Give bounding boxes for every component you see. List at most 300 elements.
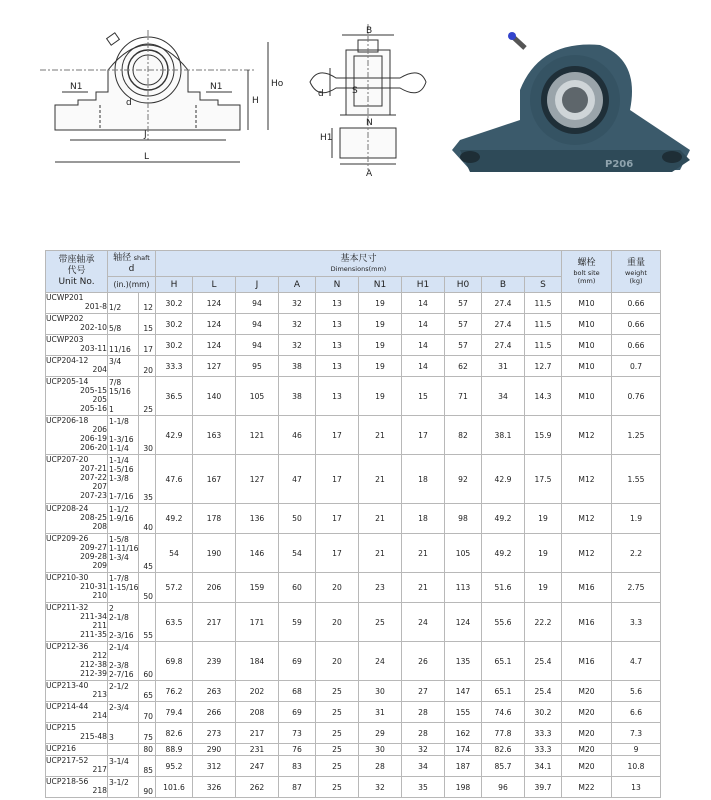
dim-b: 74.6	[482, 702, 525, 723]
unit-no: 217	[92, 765, 107, 775]
shaft-inch: 2-3/4	[109, 703, 129, 712]
table-row	[46, 416, 661, 455]
dim-n1: 21	[359, 504, 402, 534]
header-col-h0: H0	[445, 277, 482, 293]
weight-kg: 1.25	[612, 416, 661, 455]
dim-b: 27.4	[482, 335, 525, 356]
shaft-cell	[108, 642, 156, 681]
spec-table-body	[46, 293, 661, 798]
unit-no: 212	[92, 651, 107, 661]
dim-h: 76.2	[156, 681, 193, 702]
dim-h1: 17	[402, 416, 445, 455]
dim-h1: 14	[402, 293, 445, 314]
header-unit-no: 带座轴承 代号 Unit No.	[46, 251, 108, 293]
unit-no-cell	[46, 702, 108, 723]
shaft-inch	[109, 712, 137, 721]
dim-n: 17	[316, 455, 359, 504]
dim-h: 57.2	[156, 573, 193, 603]
shaft-mm: 65	[143, 691, 153, 700]
unit-no-cell	[46, 744, 108, 756]
dim-s: 11.5	[525, 335, 562, 356]
dim-h: 101.6	[156, 777, 193, 798]
dim-l: 124	[193, 314, 236, 335]
unit-no: UCP218-56	[46, 777, 89, 786]
dim-h1: 35	[402, 777, 445, 798]
dim-a: 47	[279, 455, 316, 504]
dim-b: 51.6	[482, 573, 525, 603]
shaft-inch: 2-1/2	[109, 682, 129, 691]
dim-l: 124	[193, 293, 236, 314]
unit-no-cell	[46, 314, 108, 335]
dim-h0: 155	[445, 702, 482, 723]
shaft-inch: 1-1/4	[109, 456, 129, 465]
unit-no: UCP214-44	[46, 702, 89, 711]
dim-n1: 24	[359, 642, 402, 681]
header-col-n: N	[316, 277, 359, 293]
unit-no: UCP205-14	[46, 377, 89, 386]
dim-j: 217	[236, 723, 279, 744]
bolt-size: M16	[562, 603, 612, 642]
dim-b: 49.2	[482, 534, 525, 573]
shaft-mm: 85	[143, 766, 153, 775]
unit-no: UCWP201	[46, 293, 84, 302]
dim-s: 19	[525, 534, 562, 573]
shaft-cell	[108, 573, 156, 603]
dim-l: 178	[193, 504, 236, 534]
dim-h0: 113	[445, 573, 482, 603]
dim-j: 262	[236, 777, 279, 798]
header-col-s: S	[525, 277, 562, 293]
header-col-l: L	[193, 277, 236, 293]
weight-kg: 2.2	[612, 534, 661, 573]
weight-kg: 4.7	[612, 642, 661, 681]
shaft-mm: 80	[143, 745, 153, 754]
bolt-size: M12	[562, 455, 612, 504]
label-h1: H1	[320, 133, 333, 143]
dim-s: 19	[525, 573, 562, 603]
bolt-size: M10	[562, 377, 612, 416]
dim-l: 127	[193, 356, 236, 377]
dim-n1: 19	[359, 356, 402, 377]
weight-kg: 7.3	[612, 723, 661, 744]
dim-h: 42.9	[156, 416, 193, 455]
dim-n1: 30	[359, 744, 402, 756]
dim-n: 25	[316, 681, 359, 702]
dim-a: 83	[279, 756, 316, 777]
shaft-inch: 2-3/8	[109, 661, 129, 671]
unit-no: 207-21	[80, 464, 107, 474]
dim-j: 184	[236, 642, 279, 681]
dim-h: 54	[156, 534, 193, 573]
dim-s: 25.4	[525, 642, 562, 681]
shaft-inch: 1-9/16	[109, 514, 134, 524]
dim-a: 50	[279, 504, 316, 534]
dim-h0: 98	[445, 504, 482, 534]
table-row	[46, 777, 661, 798]
dim-j: 247	[236, 756, 279, 777]
bolt-size: M16	[562, 573, 612, 603]
dim-j: 136	[236, 504, 279, 534]
dim-h: 47.6	[156, 455, 193, 504]
dim-n1: 32	[359, 777, 402, 798]
dim-n: 25	[316, 744, 359, 756]
dim-j: 208	[236, 702, 279, 723]
shaft-cell	[108, 723, 156, 744]
dim-n: 13	[316, 314, 359, 335]
shaft-inch: 3/4	[109, 357, 122, 366]
table-row	[46, 756, 661, 777]
unit-no: UCP210-30	[46, 573, 89, 582]
header-col-j: J	[236, 277, 279, 293]
dim-l: 266	[193, 702, 236, 723]
table-row	[46, 681, 661, 702]
dim-h0: 92	[445, 455, 482, 504]
dim-n1: 19	[359, 314, 402, 335]
unit-no: 212-39	[80, 669, 107, 679]
dim-a: 38	[279, 377, 316, 416]
shaft-inch: 1-5/16	[109, 465, 134, 475]
dim-h0: 62	[445, 356, 482, 377]
header-weight: 重量 weight (kg)	[612, 251, 661, 293]
label-b: B	[366, 26, 373, 36]
dim-a: 73	[279, 723, 316, 744]
shaft-inch: 1-1/8	[109, 417, 129, 426]
unit-no: 205-16	[80, 404, 107, 414]
dim-b: 27.4	[482, 314, 525, 335]
dim-a: 87	[279, 777, 316, 798]
dim-b: 96	[482, 777, 525, 798]
dim-l: 326	[193, 777, 236, 798]
shaft-inch	[109, 724, 137, 733]
dim-n1: 25	[359, 603, 402, 642]
technical-drawings	[0, 0, 711, 230]
unit-no: 214	[92, 711, 107, 721]
bolt-size: M10	[562, 314, 612, 335]
header-shaft: 轴径 shaft d	[108, 251, 156, 277]
dim-s: 39.7	[525, 777, 562, 798]
dim-n1: 23	[359, 573, 402, 603]
bolt-size: M20	[562, 702, 612, 723]
shaft-inch	[109, 691, 137, 700]
dim-h: 30.2	[156, 293, 193, 314]
dim-h0: 135	[445, 642, 482, 681]
dim-h: 69.8	[156, 642, 193, 681]
dim-j: 231	[236, 744, 279, 756]
dim-n: 25	[316, 702, 359, 723]
dim-h1: 21	[402, 534, 445, 573]
unit-no: UCP213-40	[46, 681, 89, 690]
dim-j: 94	[236, 335, 279, 356]
header-dimensions: 基本尺寸 Dimensions(mm)	[156, 251, 562, 277]
dim-b: 82.6	[482, 744, 525, 756]
shaft-mm: 40	[143, 523, 153, 532]
shaft-inch: 1-7/16	[109, 492, 134, 502]
dim-h1: 14	[402, 335, 445, 356]
dim-l: 163	[193, 416, 236, 455]
unit-no: 209	[92, 561, 107, 571]
dim-h1: 18	[402, 455, 445, 504]
table-row	[46, 534, 661, 573]
dim-h1: 28	[402, 723, 445, 744]
dim-h: 49.2	[156, 504, 193, 534]
dim-n1: 30	[359, 681, 402, 702]
shaft-cell	[108, 455, 156, 504]
dim-b: 42.9	[482, 455, 525, 504]
dim-h0: 71	[445, 377, 482, 416]
dim-h0: 198	[445, 777, 482, 798]
dim-s: 33.3	[525, 744, 562, 756]
unit-no-cell	[46, 642, 108, 681]
dim-a: 46	[279, 416, 316, 455]
unit-no: 210-31	[80, 582, 107, 592]
dim-b: 31	[482, 356, 525, 377]
unit-no: 215-48	[80, 732, 107, 742]
dim-n: 13	[316, 293, 359, 314]
dim-h1: 26	[402, 642, 445, 681]
shaft-inch: 2	[109, 604, 114, 613]
weight-kg: 1.55	[612, 455, 661, 504]
dim-a: 54	[279, 534, 316, 573]
unit-no: UCP217-52	[46, 756, 89, 765]
table-row	[46, 293, 661, 314]
shaft-cell	[108, 681, 156, 702]
unit-no: 207	[92, 482, 107, 492]
dim-l: 312	[193, 756, 236, 777]
unit-no: UCP209-26	[46, 534, 89, 543]
shaft-cell	[108, 777, 156, 798]
dim-h0: 162	[445, 723, 482, 744]
dim-b: 65.1	[482, 642, 525, 681]
dim-b: 65.1	[482, 681, 525, 702]
shaft-inch	[109, 523, 137, 532]
label-n: N	[366, 118, 373, 128]
shaft-inch: 1/2	[109, 303, 122, 313]
shaft-mm: 45	[143, 562, 153, 571]
unit-no: 204	[92, 365, 107, 375]
table-row	[46, 573, 661, 603]
label-l: L	[144, 152, 150, 162]
unit-no: 209-28	[80, 552, 107, 562]
dim-h0: 57	[445, 314, 482, 335]
unit-no: 209-27	[80, 543, 107, 553]
dim-j: 146	[236, 534, 279, 573]
shaft-mm: 20	[143, 366, 153, 375]
dim-a: 32	[279, 293, 316, 314]
shaft-inch: 1-3/16	[109, 435, 134, 445]
weight-kg: 0.66	[612, 293, 661, 314]
dim-j: 94	[236, 314, 279, 335]
dim-j: 105	[236, 377, 279, 416]
side-view-drawing	[310, 24, 426, 170]
unit-no-cell	[46, 777, 108, 798]
dim-s: 12.7	[525, 356, 562, 377]
dim-s: 14.3	[525, 377, 562, 416]
dim-l: 140	[193, 377, 236, 416]
unit-no: 206	[92, 425, 107, 435]
dim-b: 85.7	[482, 756, 525, 777]
unit-no-cell	[46, 356, 108, 377]
header-col-a: A	[279, 277, 316, 293]
unit-no: UCP211-32	[46, 603, 89, 612]
unit-no: UCP212-36	[46, 642, 89, 651]
dim-h0: 57	[445, 335, 482, 356]
dim-h1: 15	[402, 377, 445, 416]
table-row	[46, 455, 661, 504]
dim-n1: 19	[359, 377, 402, 416]
label-n1-right: N1	[210, 82, 223, 92]
shaft-inch: 3-1/2	[109, 778, 129, 787]
dim-s: 11.5	[525, 314, 562, 335]
shaft-inch	[109, 336, 137, 345]
unit-no: 218	[92, 786, 107, 796]
unit-no-cell	[46, 335, 108, 356]
dim-a: 69	[279, 642, 316, 681]
shaft-inch	[109, 787, 137, 796]
bolt-size: M20	[562, 756, 612, 777]
shaft-inch	[109, 562, 137, 571]
table-row	[46, 702, 661, 723]
shaft-inch: 7/8	[109, 378, 122, 387]
shaft-inch: 1-11/16	[109, 544, 139, 554]
shaft-inch	[109, 396, 137, 405]
dim-n: 25	[316, 756, 359, 777]
dim-a: 76	[279, 744, 316, 756]
dim-h1: 14	[402, 356, 445, 377]
dim-s: 17.5	[525, 455, 562, 504]
table-row	[46, 504, 661, 534]
dim-b: 55.6	[482, 603, 525, 642]
unit-no: 212-38	[80, 660, 107, 670]
dim-n: 13	[316, 335, 359, 356]
shaft-inch	[109, 315, 137, 324]
shaft-inch: 1	[109, 405, 114, 415]
dim-h: 36.5	[156, 377, 193, 416]
dim-b: 77.8	[482, 723, 525, 744]
unit-no: 213	[92, 690, 107, 700]
dim-j: 202	[236, 681, 279, 702]
label-h: H	[252, 96, 259, 106]
shaft-inch: 1-7/8	[109, 574, 129, 583]
dim-s: 19	[525, 504, 562, 534]
unit-no: 207-22	[80, 473, 107, 483]
shaft-inch: 2-7/16	[109, 670, 134, 680]
shaft-cell	[108, 744, 156, 756]
dim-n: 17	[316, 534, 359, 573]
label-d-side: d	[318, 89, 324, 99]
unit-no: UCP216	[46, 744, 76, 753]
dim-h1: 24	[402, 603, 445, 642]
shaft-mm: 15	[143, 324, 153, 333]
bolt-size: M12	[562, 504, 612, 534]
header-shaft-units: (in.)(mm)	[108, 277, 156, 293]
weight-kg: 9	[612, 744, 661, 756]
bolt-size: M20	[562, 681, 612, 702]
shaft-mm: 30	[143, 444, 153, 453]
weight-kg: 0.66	[612, 335, 661, 356]
label-a: A	[366, 169, 373, 179]
unit-no: UCP204-12	[46, 356, 89, 365]
dim-j: 127	[236, 455, 279, 504]
dim-h0: 124	[445, 603, 482, 642]
dim-h1: 21	[402, 573, 445, 603]
dim-l: 239	[193, 642, 236, 681]
bolt-size: M20	[562, 723, 612, 744]
table-row	[46, 603, 661, 642]
dim-s: 25.4	[525, 681, 562, 702]
dim-h0: 187	[445, 756, 482, 777]
unit-no-cell	[46, 504, 108, 534]
dim-l: 273	[193, 723, 236, 744]
dim-j: 171	[236, 603, 279, 642]
unit-no: UCWP203	[46, 335, 84, 344]
unit-no: 211-34	[80, 612, 107, 622]
shaft-mm: 35	[143, 493, 153, 502]
label-s: S	[352, 86, 358, 96]
shaft-inch: 5/8	[109, 324, 122, 334]
unit-no-cell	[46, 534, 108, 573]
label-j: J	[144, 130, 147, 140]
unit-no: UCWP202	[46, 314, 84, 323]
unit-no: 211-35	[80, 630, 107, 640]
shaft-mm: 60	[143, 670, 153, 679]
dim-h0: 57	[445, 293, 482, 314]
header-bolt: 螺栓 bolt site (mm)	[562, 251, 612, 293]
bolt-size: M10	[562, 335, 612, 356]
bolt-size: M10	[562, 293, 612, 314]
bolt-size: M12	[562, 416, 612, 455]
shaft-inch	[109, 766, 137, 775]
dim-h1: 14	[402, 314, 445, 335]
shaft-mm: 25	[143, 405, 153, 414]
dim-h: 33.3	[156, 356, 193, 377]
dim-b: 49.2	[482, 504, 525, 534]
shaft-inch: 1-3/4	[109, 553, 129, 563]
dim-n1: 29	[359, 723, 402, 744]
weight-kg: 10.8	[612, 756, 661, 777]
dim-a: 68	[279, 681, 316, 702]
shaft-inch: 1-3/8	[109, 474, 129, 484]
weight-kg: 0.76	[612, 377, 661, 416]
unit-no-cell	[46, 377, 108, 416]
header-col-n1: N1	[359, 277, 402, 293]
dim-h0: 147	[445, 681, 482, 702]
bolt-size: M20	[562, 744, 612, 756]
dim-n: 13	[316, 356, 359, 377]
dim-n: 17	[316, 416, 359, 455]
shaft-cell	[108, 603, 156, 642]
shaft-inch: 1-5/8	[109, 535, 129, 544]
dim-h0: 105	[445, 534, 482, 573]
dim-s: 11.5	[525, 293, 562, 314]
unit-no: 208	[92, 522, 107, 532]
dim-h0: 82	[445, 416, 482, 455]
weight-kg: 13	[612, 777, 661, 798]
dim-h0: 174	[445, 744, 482, 756]
dim-n1: 19	[359, 335, 402, 356]
label-ho: Ho	[271, 79, 284, 89]
shaft-cell	[108, 314, 156, 335]
dim-h: 82.6	[156, 723, 193, 744]
dim-j: 95	[236, 356, 279, 377]
shaft-inch: 1-1/4	[109, 444, 129, 454]
dim-s: 30.2	[525, 702, 562, 723]
shaft-mm: 70	[143, 712, 153, 721]
table-row	[46, 723, 661, 744]
dim-n: 20	[316, 573, 359, 603]
unit-no-cell	[46, 573, 108, 603]
dim-a: 32	[279, 335, 316, 356]
shaft-inch	[109, 745, 137, 754]
